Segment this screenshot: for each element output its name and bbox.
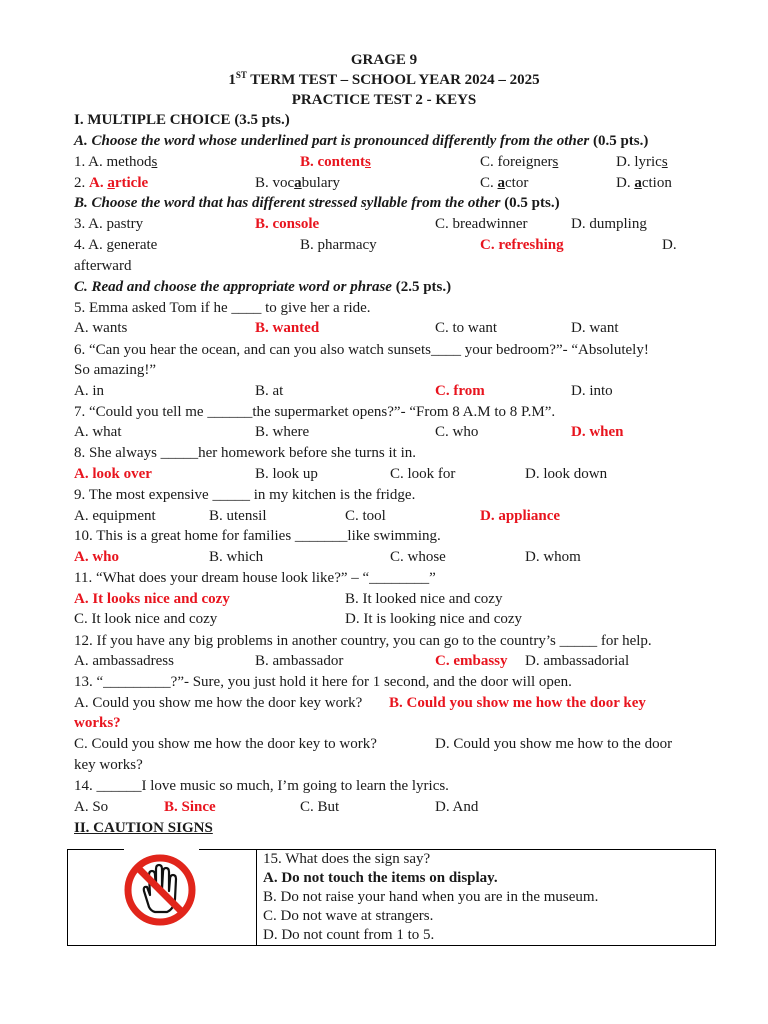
q6-option-d: D. into <box>571 383 613 399</box>
q7-stem: 7. “Could you tell me ______the supermarket opens?”- “From 8 A.M to 8 P.M”. <box>74 404 556 420</box>
section1-title: I. MULTIPLE CHOICE (3.5 pts.) <box>74 112 290 128</box>
q15-option-c: C. Do not wave at strangers. <box>263 908 434 924</box>
q6-option-a: A. in <box>74 383 104 399</box>
q11-option-a: A. It looks nice and cozy <box>74 591 230 607</box>
q15-stem: 15. What does the sign say? <box>263 851 431 867</box>
q10-stem: 10. This is a great home for families _______like swimming. <box>74 528 441 544</box>
q10-option-c: C. whose <box>390 549 446 565</box>
q5-option-b: B. wanted <box>255 320 320 336</box>
q13-option-a: A. Could you show me how the door key work? <box>74 695 363 711</box>
q1-option-c: C. foreigners <box>480 154 559 170</box>
q15-option-d: D. Do not count from 1 to 5. <box>263 927 435 943</box>
q11-stem: 11. “What does your dream house look like?” – “________” <box>74 570 436 586</box>
term-title: 1ST TERM TEST – SCHOOL YEAR 2024 – 2025 <box>228 70 540 88</box>
section2-title: II. CAUTION SIGNS <box>74 820 213 836</box>
partA-instruction: A. Choose the word whose underlined part is pronounced differently from the other (0.5 pts.) <box>74 133 649 149</box>
q7-option-a: A. what <box>74 424 122 440</box>
q12-option-b: B. ambassador <box>255 653 344 669</box>
q8-stem: 8. She always _____her homework before she turns it in. <box>74 445 417 461</box>
q2-option-d: D. action <box>616 175 672 191</box>
q9-option-d: D. appliance <box>480 508 561 524</box>
q9-option-c: C. tool <box>345 508 386 524</box>
q12-option-c: C. embassy <box>435 653 508 669</box>
q10-option-b: B. which <box>209 549 264 565</box>
q13-option-b-cont: works? <box>74 715 121 731</box>
q1-option-b: B. contents <box>300 154 371 170</box>
q10-option-a: A. who <box>74 549 120 565</box>
q7-option-d: D. when <box>571 424 624 440</box>
q14-option-d: D. And <box>435 799 479 815</box>
q15-table-divider <box>256 849 257 946</box>
q14-stem: 14. ______I love music so much, I’m going to learn the lyrics. <box>74 778 449 794</box>
q4-option-a: 4. A. generate <box>74 237 158 253</box>
q13-option-b: B. Could you show me how the door key <box>389 695 646 711</box>
q2-option-a: 2. A. article <box>74 175 149 191</box>
q5-option-d: D. want <box>571 320 619 336</box>
q11-option-d: D. It is looking nice and cozy <box>345 611 523 627</box>
q6-stem: 6. “Can you hear the ocean, and can you also watch sunsets____ your bedroom?”- “Absolutely! <box>74 342 649 358</box>
q5-stem: 5. Emma asked Tom if he ____ to give her a ride. <box>74 300 371 316</box>
partC-instruction: C. Read and choose the appropriate word or phrase (2.5 pts.) <box>74 279 452 295</box>
q14-option-a: A. So <box>74 799 109 815</box>
q1-option-a: 1. A. methods <box>74 154 158 170</box>
q4-option-d: D. <box>662 237 677 253</box>
no-touching-sign-icon <box>123 853 197 927</box>
q14-option-b: B. Since <box>164 799 216 815</box>
q1-option-d: D. lyrics <box>616 154 668 170</box>
q6-option-b: B. at <box>255 383 284 399</box>
q12-option-a: A. ambassadress <box>74 653 174 669</box>
partB-instruction: B. Choose the word that has different stressed syllable from the other (0.5 pts.) <box>74 195 560 211</box>
q7-option-c: C. who <box>435 424 479 440</box>
q3-option-c: C. breadwinner <box>435 216 528 232</box>
q13-option-d: D. Could you show me how to the door <box>435 736 673 752</box>
q8-option-c: C. look for <box>390 466 456 482</box>
q7-option-b: B. where <box>255 424 310 440</box>
q12-stem: 12. If you have any big problems in another country, you can go to the country’s _____ for help. <box>74 633 652 649</box>
q6-option-c: C. from <box>435 383 485 399</box>
q3-option-b: B. console <box>255 216 320 232</box>
q2-option-c: C. actor <box>480 175 529 191</box>
q9-option-a: A. equipment <box>74 508 156 524</box>
q3-option-d: D. dumpling <box>571 216 647 232</box>
q13-stem: 13. “_________?”- Sure, you just hold it here for 1 second, and the door will open. <box>74 674 572 690</box>
q11-option-b: B. It looked nice and cozy <box>345 591 503 607</box>
q10-option-d: D. whom <box>525 549 581 565</box>
q8-option-b: B. look up <box>255 466 318 482</box>
q14-option-c: C. But <box>300 799 340 815</box>
grade-title: GRAGE 9 <box>350 52 418 68</box>
q6-stem-cont: So amazing!” <box>74 362 157 378</box>
q9-stem: 9. The most expensive _____ in my kitchen is the fridge. <box>74 487 416 503</box>
q13-option-c: C. Could you show me how the door key to work? <box>74 736 377 752</box>
q9-option-b: B. utensil <box>209 508 267 524</box>
practice-title: PRACTICE TEST 2 - KEYS <box>291 92 477 108</box>
q3-option-a: 3. A. pastry <box>74 216 144 232</box>
q4-option-b: B. pharmacy <box>300 237 377 253</box>
q4-option-c: C. refreshing <box>480 237 564 253</box>
q8-option-a: A. look over <box>74 466 152 482</box>
q8-option-d: D. look down <box>525 466 608 482</box>
q12-option-d: D. ambassadorial <box>525 653 630 669</box>
q5-option-c: C. to want <box>435 320 498 336</box>
q4-option-d-cont: afterward <box>74 258 132 274</box>
q5-option-a: A. wants <box>74 320 128 336</box>
q11-option-c: C. It look nice and cozy <box>74 611 218 627</box>
q15-option-a: A. Do not touch the items on display. <box>263 870 498 886</box>
q15-option-b: B. Do not raise your hand when you are in the museum. <box>263 889 599 905</box>
q13-option-d-cont: key works? <box>74 757 143 773</box>
q2-option-b: B. vocabulary <box>255 175 340 191</box>
